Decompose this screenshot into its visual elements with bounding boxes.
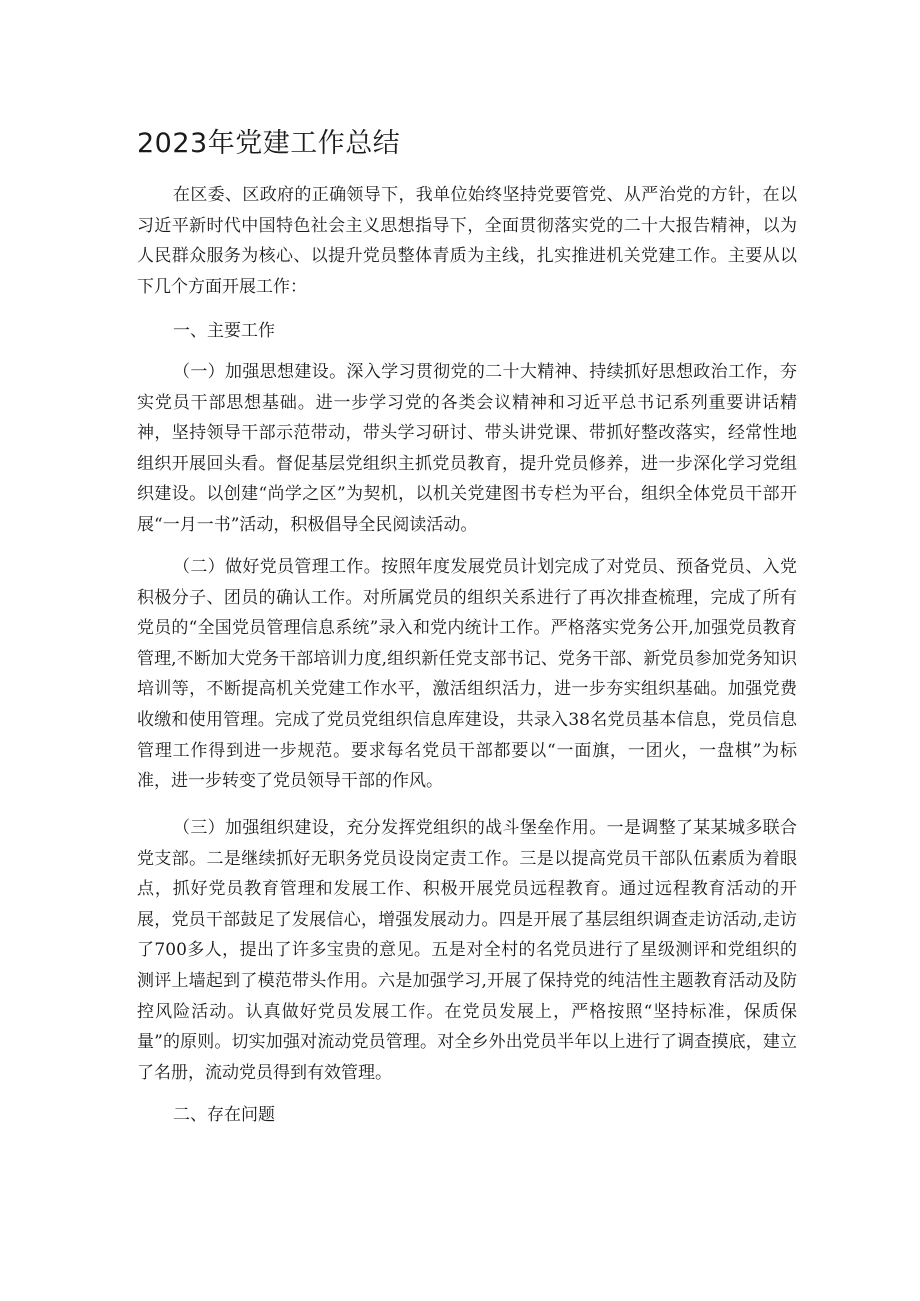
section-heading-main-work: 一、主要工作 — [173, 321, 275, 341]
paragraph-ideological-building: （一）加强思想建设。深入学习贯彻党的二十大精神、持续抓好思想政治工作，夯实党员干部思想基础。进一步学习党的各类会议精神和习近平总书记系列重要讲话精神，坚持领导干部示范带动，带头学习研讨、带头讲党课、带抓好整改落实，经常性地组织开展回头看。督促基层党组织主抓党员教育，提升党员修养，进一步深化学习党组织建设。以创建“尚学之区”为契机，以机关党建图书专栏为平台，组织全体党员干部开展“一月一书”活动，积极倡导全民阅读活动。 — [137, 362, 797, 535]
section-heading-existing-problems: 二、存在问题 — [173, 1105, 275, 1125]
paragraph-member-management: （二）做好党员管理工作。按照年度发展党员计划完成了对党员、预备党员、入党积极分子、团员的确认工作。对所属党员的组织关系进行了再次排查梳理，完成了所有党员的“全国党员管理信息系统”录入和党内统计工作。严格落实党务公开,加强党员教育管理,不断加大党务干部培训力度,组织新任党支部书记、党务干部、新党员参加党务知识培训等，不断提高机关党建工作水平，激活组织活力，进一步夯实组织基础。加强党费收缴和使用管理。完成了党员党组织信息库建设，共录入38名党员基本信息，党员信息管理工作得到进一步规范。要求每名党员干部都要以“一面旗，一团火，一盘棋”为标准，进一步转变了党员领导干部的作风。 — [137, 557, 797, 792]
paragraph-organization-building: （三）加强组织建设，充分发挥党组织的战斗堡垒作用。一是调整了某某城多联合党支部。二是继续抓好无职务党员设岗定责工作。三是以提高党员干部队伍素质为着眼点，抓好党员教育管理和发展工作、积极开展党员远程教育。通过远程教育活动的开展，党员干部鼓足了发展信心，增强发展动力。四是开展了基层组织调查走访活动,走访了700多人，提出了许多宝贵的意见。五是对全村的名党员进行了星级测评和党组织的测评上墙起到了模范带头作用。六是加强学习,开展了保持党的纯洁性主题教育活动及防控风险活动。认真做好党员发展工作。在党员发展上，严格按照“坚持标准，保质保量”的原则。切实加强对流动党员管理。对全乡外出党员半年以上进行了调查摸底，建立了名册，流动党员得到有效管理。 — [137, 818, 797, 1083]
intro-paragraph: 在区委、区政府的正确领导下，我单位始终坚持党要管党、从严治党的方针，在以习近平新时代中国特色社会主义思想指导下，全面贯彻落实党的二十大报告精神，以为人民群众服务为核心、以提升党员整体青质为主线，扎实推进机关党建工作。主要从以下几个方面开展工作： — [137, 185, 797, 297]
document-title: 2023年党建工作总结 — [137, 128, 401, 159]
